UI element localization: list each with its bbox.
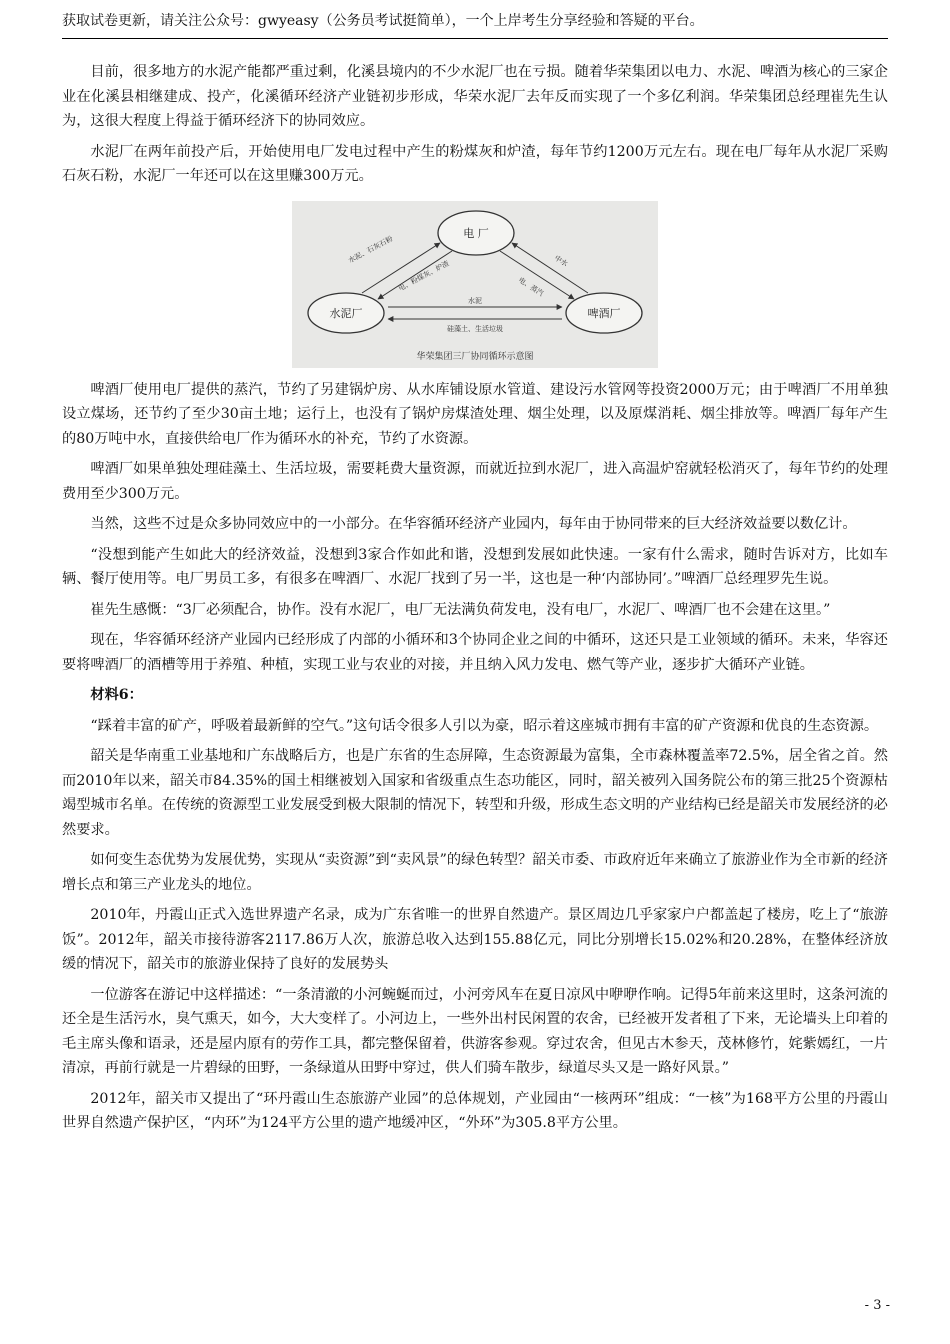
paragraph: “踩着丰富的矿产，呼吸着最新鲜的空气。”这句话令很多人引以为豪，昭示着这座城市拥有丰富的矿产资源和优良的生态资源。 [90,717,879,734]
cement-plant-label: 水泥厂 [329,306,363,320]
paragraph: 啤酒厂使用电厂提供的蒸汽，节约了另建锅炉房、从水库铺设原水管道、建设污水管网等投资2000万元；由于啤酒厂不用单独设立煤场，还节约了至少30亩土地；运行上，也没有了锅炉房煤渣处理、烟尘处理，以及原煤消耗、烟尘排放等。啤酒厂每年产生的80万吨中水，直接供给电厂作为循环水的补充，节约了水资源。 [62,381,888,447]
document-body [62,60,888,1142]
page-number: - 3 - [864,1298,890,1313]
paragraph: 当然，这些不过是众多协同效应中的一小部分。在华容循环经济产业园内，每年由于协同带来的巨大经济效益要以数亿计。 [90,516,857,532]
paragraph: 目前，很多地方的水泥产能都严重过剩，化溪县境内的不少水泥厂也在亏损。随着华荣集团以电力、水泥、啤酒为核心的三家企业在化溪县相继建成、投产，化溪循环经济产业链初步形成，华荣水泥厂去年反而实现了一个多亿利润。华荣集团总经理崔先生认为，这很大程度上得益于循环经济下的协同效应。 [62,64,888,129]
figure-caption: 华荣集团三厂协同循环示意图 [416,351,534,362]
label-brewery-to-power: 中水 [552,253,570,268]
paragraph: 韶关是华南重工业基地和广东战略后方，也是广东省的生态屏障，生态资源最为富集，全市森林覆盖率72.5%，居全省之首。然而2010年以来，韶关市84.35%的国土相继被划入国家和省级重点生态功能区，同时，韶关被列入国务院公布的第三批25个资源枯竭型城市名单。在传统的资源型工业发展受到极大限制的情况下，转型和升级，形成生态文明的产业结构已经是韶关市发展经济的必然要求。 [62,748,888,838]
brewery-label: 啤酒厂 [587,306,621,320]
paragraph: 水泥厂在两年前投产后，开始使用电厂发电过程中产生的粉煤灰和炉渣，每年节约1200万元左右。现在电厂每年从水泥厂采购石灰石粉，水泥厂一年还可以在这里赚300万元。 [62,143,888,184]
paragraph: 啤酒厂如果单独处理硅藻土、生活垃圾，需要耗费大量资源，而就近拉到水泥厂，进入高温炉窑就轻松消灭了，每年节约的处理费用至少300万元。 [62,461,888,502]
power-plant-label: 电 厂 [463,226,489,240]
label-cement-to-brewery: 水泥 [468,296,482,305]
cycle-diagram [292,201,658,368]
paragraph: 一位游客在游记中这样描述：“一条清澈的小河蜿蜒而过，小河旁风车在夏日凉风中咿咿作响。记得5年前来这里时，这条河流的还全是生活污水，臭气熏天，如今，大大变样了。小河边上，一些外出村民闲置的农舍，已经被开发者租了下来，无论墙头上印着的毛主席头像和语录，还是屋内原有的劳作工具，都完整保留着，供游客参观。穿过农舍，但见古木参天，茂林修竹，姹紫嫣红，一片清凉，再前行就是一片碧绿的田野，一条绿道从田野中穿过，供人们骑车散步，绿道尽头又是一路好风景。” [62,986,888,1076]
paragraph: 2012年，韶关市又提出了“环丹霞山生态旅游产业园”的总体规划，产业园由“一核两环”组成：“一核”为168平方公里的丹霞山世界自然遗产保护区，“内环”为124平方公里的遗产地缓冲区，“外环”为305.8平方公里。 [62,1090,888,1131]
paragraph: “没想到能产生如此大的经济效益，没想到3家合作如此和谐，没想到发展如此快速。一家有什么需求，随时告诉对方，比如车辆、餐厅使用等。电厂男员工多，有很多在啤酒厂、水泥厂找到了另一半，这也是一种‘内部协同’。”啤酒厂总经理罗先生说。 [62,546,888,587]
paragraph: 2010年，丹霞山正式入选世界遗产名录，成为广东省唯一的世界自然遗产。景区周边几乎家家户户都盖起了楼房，吃上了“旅游饭”。2012年，韶关市接待游客2117.86万人次，旅游总收入达到155.88亿元，同比分别增长15.02%和20.28%，在整体经济放缓的情况下，韶关市的旅游业保持了良好的发展势头 [62,907,888,972]
section-heading: 材料6： [90,687,143,703]
header-text: 获取试卷更新，请关注公众号：gwyeasy（公务员考试挺简单），一个上岸考生分享经验和答疑的平台。 [62,13,704,29]
label-cement-to-power: 水泥、石灰石粉 [347,234,395,265]
arrow-power-to-cement [378,251,452,299]
paragraph: 现在，华容循环经济产业园内已经形成了内部的小循环和3个协同企业之间的中循环，这还只是工业领域的循环。未来，华容还要将啤酒厂的酒槽等用于养殖、种植，实现工业与农业的对接，并且纳入风力发电、燃气等产业，逐步扩大循环产业链。 [62,632,888,673]
cycle-diagram-svg [292,201,658,368]
paragraph: 如何变生态优势为发展优势，实现从“卖资源”到“卖风景”的绿色转型？韶关市委、市政府近年来确立了旅游业作为全市新的经济增长点和第三产业龙头的地位。 [62,852,888,893]
page-header [62,4,888,39]
figure-container [62,201,888,368]
label-power-to-cement: 电、粉煤灰、炉渣 [397,258,451,293]
label-power-to-brewery: 电、蒸汽 [516,275,545,298]
label-brewery-to-cement: 硅藻土、生活垃圾 [447,324,503,333]
paragraph: 崔先生感慨：“3厂必须配合，协作。没有水泥厂，电厂无法满负荷发电，没有电厂，水泥厂、啤酒厂也不会建在这里。” [90,601,831,618]
